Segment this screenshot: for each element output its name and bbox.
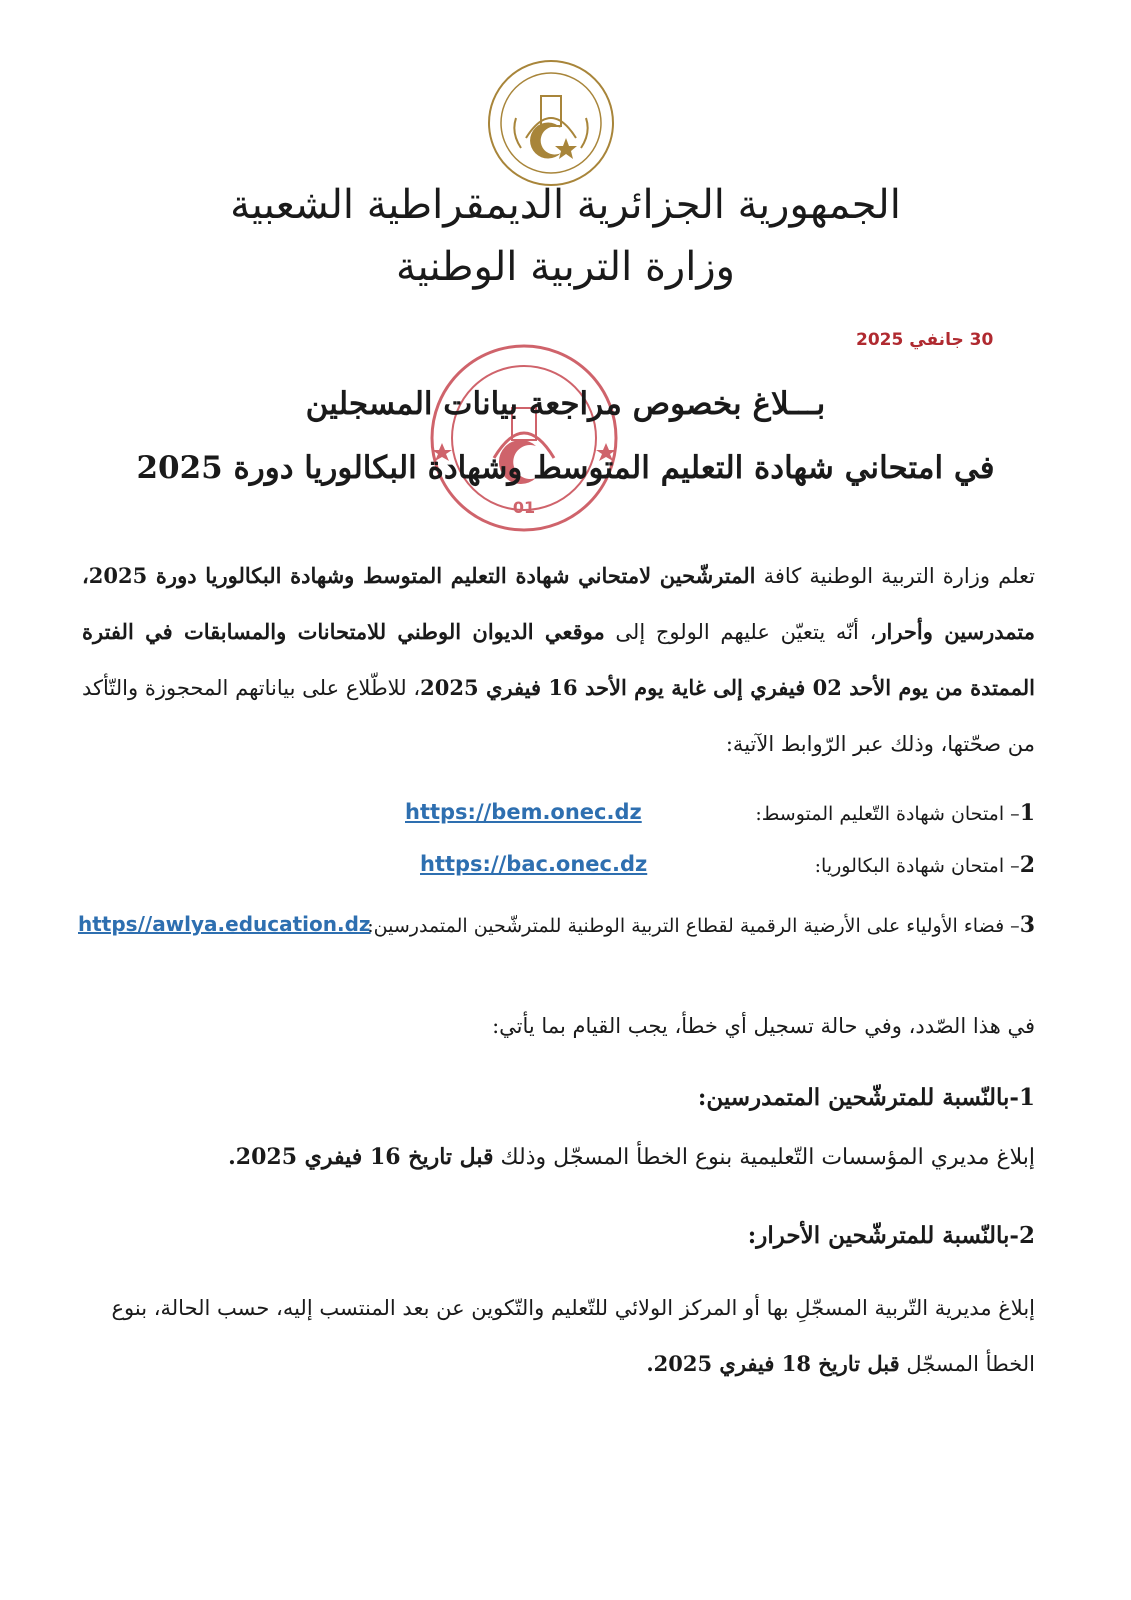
awlya-link[interactable]: https//awlya.education.dz: [78, 912, 371, 936]
body-text-2: المترشّحين: [659, 563, 756, 588]
ministry-name: وزارة التربية الوطنية: [396, 244, 735, 290]
body-text-1: تعلم وزارة التربية الوطنية كافة: [755, 564, 1036, 588]
document-date: 30 جانفي 2025: [856, 330, 994, 350]
body-text-3: لامتحاني شهادة التعليم المتوسط وشهادة البكالوريا دورة 2025،: [82, 563, 660, 588]
link-item: [70, 852, 1035, 892]
link-number: 2: [1019, 852, 1035, 878]
link-item: [70, 800, 1035, 840]
notice-title-line2: في امتحاني شهادة التعليم المتوسط وشهادة البكالوريا دورة 2025: [136, 450, 995, 486]
link-label-text: – امتحان شهادة البكالوريا:: [814, 855, 1020, 877]
section1-text-body: إبلاغ مديري المؤسسات التّعليمية بنوع الخطأ المسجّل وذلك: [493, 1145, 1035, 1170]
stamp-number: 01: [512, 498, 536, 517]
body-text-4: متمدرسين وأحرار: [876, 619, 1036, 644]
notice-title-line1: بـــلاغ بخصوص مراجعة بيانات المسجلين: [305, 386, 826, 422]
body-text-6: موقعي الديوان الوطني للامتحانات والمسابقات: [184, 619, 605, 644]
official-stamp-icon: [424, 338, 624, 538]
link-label-text: – فضاء الأولياء على الأرضية الرقمية لقطاع التربية الوطنية للمترشّحين المتمدرسين:: [367, 915, 1020, 937]
body-text-8: ، للاطّلاع على بياناتهم المحجوزة والتّأكد من صحّتها، وذلك عبر الرّوابط الآتية:: [82, 676, 1035, 756]
body-text-5: ، أنّه يتعيّن عليهم الولوج إلى: [604, 620, 877, 644]
link-label: [367, 912, 1035, 938]
section2-text-body: إبلاغ مديرية التّربية المسجّلِ بها أو المركز الولائي للتّعليم والتّكوين عن بعد المنتسب إليه، حسب الحالة، بنوع الخطأ المسجّل: [111, 1296, 1035, 1376]
section2-heading: 2-بالنّسبة للمترشّحين الأحرار:: [747, 1222, 1035, 1249]
link-item: [70, 912, 1035, 952]
link-label: [815, 852, 1035, 878]
national-emblem-icon: [486, 58, 616, 188]
bem-link[interactable]: https://bem.onec.dz: [405, 800, 642, 824]
section2-text: [82, 1280, 1035, 1392]
intro-text: في هذا الصّدد، وفي حالة تسجيل أي خطأ، يجب القيام بما يأتي:: [492, 1014, 1035, 1038]
bac-link[interactable]: https://bac.onec.dz: [420, 852, 648, 876]
link-label-text: – امتحان شهادة التّعليم المتوسط:: [755, 803, 1020, 825]
section2-deadline: قبل تاريخ 18 فيفري 2025.: [646, 1351, 900, 1376]
link-number: 3: [1019, 912, 1035, 938]
link-number: 1: [1019, 800, 1035, 826]
section1-text: [82, 1144, 1035, 1170]
country-name: الجمهورية الجزائرية الديمقراطية الشعبية: [230, 182, 901, 228]
section1-deadline: قبل تاريخ 16 فيفري 2025.: [228, 1144, 494, 1170]
body-text-7: في الفترة الممتدة من يوم الأحد 02 فيفري إلى غاية يوم الأحد 16 فيفري 2025: [82, 619, 1035, 700]
section1-heading: 1-بالنّسبة للمترشّحين المتمدرسين:: [697, 1084, 1035, 1111]
link-label: [755, 800, 1035, 826]
body-paragraph: [82, 548, 1035, 772]
